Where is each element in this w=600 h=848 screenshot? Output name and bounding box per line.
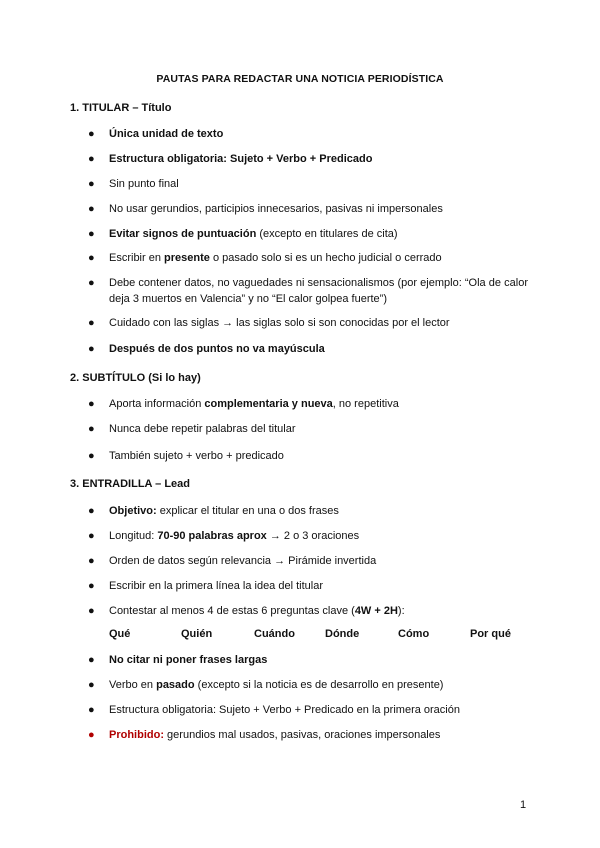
bullet-dot-icon: ● [88,203,95,215]
plain-text: ): [397,605,405,617]
list-item-text: No citar ni poner frases largas [109,654,268,666]
list-item-text: También sujeto + verbo + predicado [109,450,284,462]
question-label: Cuándo [254,628,295,640]
bullet-dot-icon: ● [88,423,95,435]
list-item [88,151,528,167]
emphasis-text: Objetivo: [109,505,157,517]
list-item-text: Única unidad de texto [109,128,224,140]
list-item-text [109,226,528,242]
bullet-dot-icon: ● [88,252,95,264]
list-item-text [109,677,528,693]
emphasis-text: pasado [156,679,195,691]
list-item [88,201,528,217]
list-item-text [109,503,528,519]
plain-text: Contestar al menos 4 de estas 6 preguntas clave ( [109,605,355,617]
emphasis-text: 4W + 2H [354,605,398,617]
list-item-text [109,528,528,544]
warning-text: Prohibido: [109,729,164,741]
plain-text: (excepto si la noticia es de desarrollo en presente) [194,679,444,691]
list-item-text [109,250,528,266]
list-item-text: No usar gerundios, participios innecesarios, pasivas ni impersonales [109,203,443,215]
plain-text: explicar el titular en una o dos frases [156,505,339,517]
list-item [88,677,528,693]
plain-text: gerundios mal usados, pasivas, oraciones impersonales [164,729,441,741]
list-item [88,727,528,743]
list-item [88,553,528,569]
plain-text: Escribir en [109,252,165,264]
bullet-dot-icon: ● [88,530,95,542]
emphasis-text: Evitar signos de puntuación [109,228,257,240]
bullet-dot-icon: ● [88,704,95,716]
question-label: Dónde [325,628,360,640]
section-heading-subtitulo: 2. SUBTÍTULO (Si lo hay) [70,372,201,384]
section-heading-entradilla: 3. ENTRADILLA – Lead [70,478,190,490]
list-item [88,250,528,266]
bullet-dot-icon: ● [88,729,95,741]
bullet-dot-icon: ● [88,605,95,617]
bullet-dot-icon: ● [88,128,95,140]
list-item-text: Orden de datos según relevancia → Pirámide invertida [109,555,377,567]
bullet-dot-icon: ● [88,505,95,517]
bullet-dot-icon: ● [88,679,95,691]
plain-text: Longitud: [109,530,158,542]
list-item-text: Estructura obligatoria: Sujeto + Verbo + Predicado en la primera oración [109,704,460,716]
list-item [88,176,528,192]
emphasis-text: 70-90 palabras aprox [157,530,267,542]
list-item-text [109,727,528,743]
list-item [88,528,528,544]
emphasis-text: presente [164,252,210,264]
list-item-text: Cuidado con las siglas → las siglas solo si son conocidas por el lector [109,317,450,329]
list-item-text [109,396,528,412]
list-item-text: Debe contener datos, no vaguedades ni sensacionalismos (por ejemplo: “Ola de calor deja 3 muertos en Valencia” y no “El calor golpea fuerte”) [109,277,528,305]
list-item-text: Nunca debe repetir palabras del titular [109,423,296,435]
page-number: 1 [520,799,527,811]
question-label: Qué [109,628,131,640]
list-item [88,275,528,307]
list-item [88,421,528,437]
plain-text: o pasado solo si es un hecho judicial o cerrado [209,252,442,264]
list-item [88,702,528,718]
bullet-dot-icon: ● [88,450,95,462]
list-item-text [109,603,528,619]
list-item [88,652,528,668]
bullet-dot-icon: ● [88,277,95,289]
bullet-dot-icon: ● [88,228,95,240]
section-heading-titular: 1. TITULAR – Título [70,102,172,114]
plain-text: (excepto en titulares de cita) [256,228,398,240]
list-item [88,578,528,594]
list-item [88,503,528,519]
document-title: PAUTAS PARA REDACTAR UNA NOTICIA PERIODÍSTICA [156,73,444,85]
list-item [88,226,528,242]
list-item-text: Después de dos puntos no va mayúscula [109,343,325,355]
list-item-text: Sin punto final [109,178,179,190]
plain-text: , no repetitiva [332,398,399,410]
list-item [88,341,528,357]
list-item [88,603,528,619]
question-label: Quién [181,628,213,640]
list-item-text: Escribir en la primera línea la idea del titular [109,580,323,592]
question-label: Cómo [398,628,430,640]
bullet-dot-icon: ● [88,555,95,567]
bullet-dot-icon: ● [88,153,95,165]
list-item [88,448,528,464]
bullet-dot-icon: ● [88,654,95,666]
plain-text: Verbo en [109,679,157,691]
plain-text: Aporta información [109,398,205,410]
emphasis-text: complementaria y nueva [204,398,333,410]
list-item [88,315,528,331]
question-label: Por qué [470,628,511,640]
bullet-dot-icon: ● [88,343,95,355]
bullet-dot-icon: ● [88,398,95,410]
list-item-text: Estructura obligatoria: Sujeto + Verbo + Predicado [109,153,373,165]
list-item [88,396,528,412]
bullet-dot-icon: ● [88,178,95,190]
bullet-dot-icon: ● [88,580,95,592]
list-item [88,126,528,142]
plain-text: → 2 o 3 oraciones [266,530,360,542]
bullet-dot-icon: ● [88,317,95,329]
